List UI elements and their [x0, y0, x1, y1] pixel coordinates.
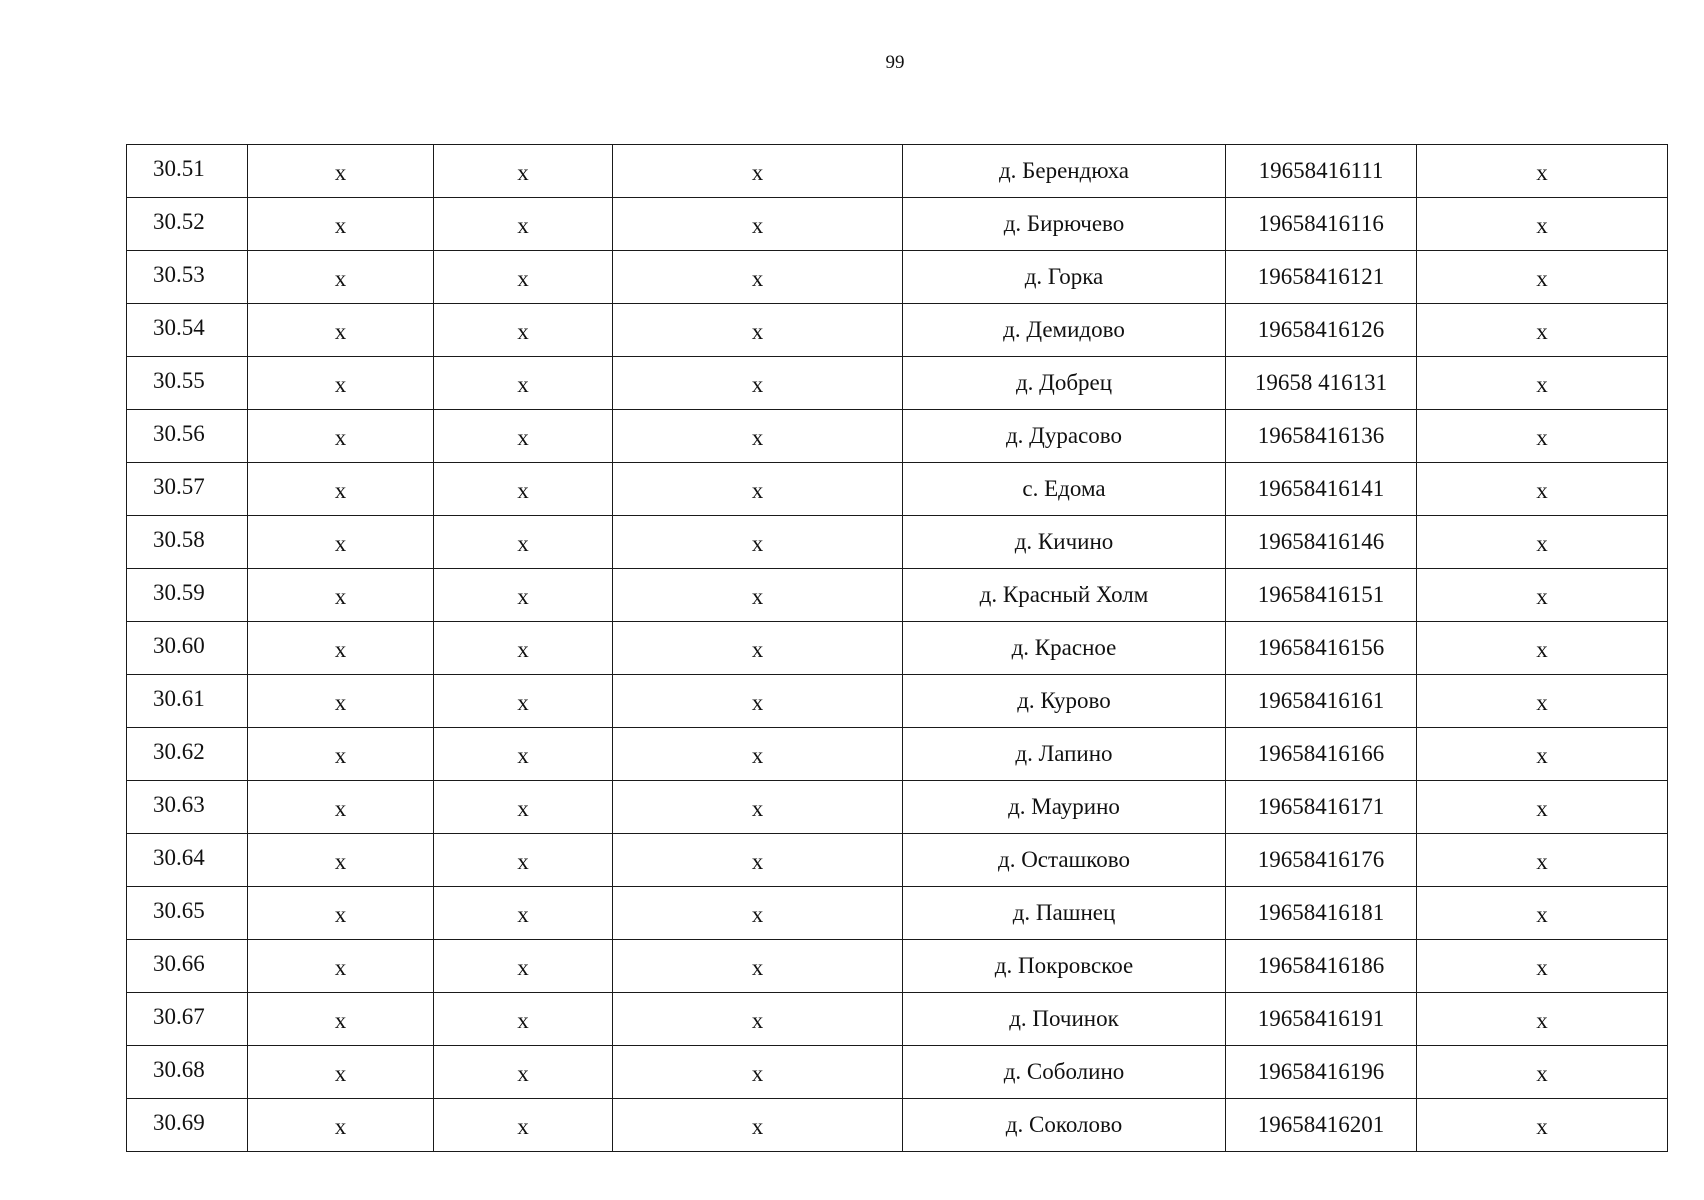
column-7-cell: x [1417, 1046, 1668, 1099]
column-7-cell: x [1417, 304, 1668, 357]
oktmo-code-cell: 19658416201 [1226, 1099, 1417, 1152]
row-number-cell: 30.64 [127, 834, 248, 887]
oktmo-code-cell: 19658416116 [1226, 198, 1417, 251]
column-3-cell: x [434, 887, 613, 940]
column-2-cell: x [248, 834, 434, 887]
column-7-cell: x [1417, 622, 1668, 675]
column-7-cell: x [1417, 198, 1668, 251]
column-3-cell: x [434, 622, 613, 675]
column-2-cell: x [248, 304, 434, 357]
row-number-cell: 30.53 [127, 251, 248, 304]
oktmo-code-cell: 19658416191 [1226, 993, 1417, 1046]
column-4-cell: x [613, 993, 903, 1046]
column-2-cell: x [248, 622, 434, 675]
column-4-cell: x [613, 463, 903, 516]
locality-name-cell: д. Пашнец [903, 887, 1226, 940]
oktmo-code-cell: 19658416176 [1226, 834, 1417, 887]
table-row [127, 251, 1668, 304]
column-7-cell: x [1417, 675, 1668, 728]
table-row [127, 1046, 1668, 1099]
locality-name-cell: д. Соболино [903, 1046, 1226, 1099]
column-7-cell: x [1417, 1099, 1668, 1152]
table-row [127, 781, 1668, 834]
oktmo-code-cell: 19658416111 [1226, 145, 1417, 198]
column-7-cell: x [1417, 569, 1668, 622]
column-4-cell: x [613, 304, 903, 357]
column-4-cell: x [613, 516, 903, 569]
column-3-cell: x [434, 728, 613, 781]
locality-name-cell: д. Берендюха [903, 145, 1226, 198]
oktmo-code-cell: 19658416161 [1226, 675, 1417, 728]
row-number-cell: 30.65 [127, 887, 248, 940]
column-3-cell: x [434, 410, 613, 463]
row-number-cell: 30.58 [127, 516, 248, 569]
page-number: 99 [885, 52, 905, 73]
oktmo-code-cell: 19658416181 [1226, 887, 1417, 940]
column-4-cell: x [613, 675, 903, 728]
table-row [127, 463, 1668, 516]
column-2-cell: x [248, 781, 434, 834]
locality-name-cell: д. Демидово [903, 304, 1226, 357]
locality-name-cell: д. Покровское [903, 940, 1226, 993]
column-3-cell: x [434, 145, 613, 198]
table-row [127, 410, 1668, 463]
oktmo-code-cell: 19658416146 [1226, 516, 1417, 569]
column-7-cell: x [1417, 516, 1668, 569]
column-7-cell: x [1417, 781, 1668, 834]
column-7-cell: x [1417, 993, 1668, 1046]
column-4-cell: x [613, 940, 903, 993]
column-2-cell: x [248, 728, 434, 781]
oktmo-code-cell: 19658416151 [1226, 569, 1417, 622]
column-4-cell: x [613, 622, 903, 675]
settlements-table [126, 144, 1668, 1152]
column-2-cell: x [248, 198, 434, 251]
column-2-cell: x [248, 1099, 434, 1152]
oktmo-code-cell: 19658416196 [1226, 1046, 1417, 1099]
row-number-cell: 30.55 [127, 357, 248, 410]
table-row [127, 728, 1668, 781]
column-4-cell: x [613, 1099, 903, 1152]
oktmo-code-cell: 19658416156 [1226, 622, 1417, 675]
row-number-cell: 30.54 [127, 304, 248, 357]
locality-name-cell: д. Маурино [903, 781, 1226, 834]
column-4-cell: x [613, 1046, 903, 1099]
locality-name-cell: д. Бирючево [903, 198, 1226, 251]
column-2-cell: x [248, 357, 434, 410]
oktmo-code-cell: 19658416121 [1226, 251, 1417, 304]
locality-name-cell: д. Починок [903, 993, 1226, 1046]
column-2-cell: x [248, 463, 434, 516]
column-4-cell: x [613, 728, 903, 781]
row-number-cell: 30.56 [127, 410, 248, 463]
locality-name-cell: д. Курово [903, 675, 1226, 728]
row-number-cell: 30.57 [127, 463, 248, 516]
oktmo-code-cell: 19658416126 [1226, 304, 1417, 357]
locality-name-cell: д. Красное [903, 622, 1226, 675]
oktmo-code-cell: 19658 416131 [1226, 357, 1417, 410]
row-number-cell: 30.60 [127, 622, 248, 675]
column-3-cell: x [434, 463, 613, 516]
column-2-cell: x [248, 993, 434, 1046]
table-row [127, 834, 1668, 887]
locality-name-cell: д. Осташково [903, 834, 1226, 887]
column-4-cell: x [613, 145, 903, 198]
row-number-cell: 30.52 [127, 198, 248, 251]
row-number-cell: 30.68 [127, 1046, 248, 1099]
column-3-cell: x [434, 781, 613, 834]
column-7-cell: x [1417, 834, 1668, 887]
column-3-cell: x [434, 993, 613, 1046]
oktmo-code-cell: 19658416136 [1226, 410, 1417, 463]
table-body [127, 145, 1668, 1152]
table-row [127, 675, 1668, 728]
column-7-cell: x [1417, 940, 1668, 993]
table-row [127, 357, 1668, 410]
column-2-cell: x [248, 251, 434, 304]
column-7-cell: x [1417, 357, 1668, 410]
oktmo-code-cell: 19658416166 [1226, 728, 1417, 781]
table-row [127, 1099, 1668, 1152]
locality-name-cell: д. Лапино [903, 728, 1226, 781]
table-row [127, 622, 1668, 675]
row-number-cell: 30.69 [127, 1099, 248, 1152]
column-4-cell: x [613, 198, 903, 251]
column-2-cell: x [248, 675, 434, 728]
column-3-cell: x [434, 251, 613, 304]
column-2-cell: x [248, 569, 434, 622]
column-7-cell: x [1417, 463, 1668, 516]
column-2-cell: x [248, 887, 434, 940]
locality-name-cell: д. Горка [903, 251, 1226, 304]
oktmo-code-cell: 19658416141 [1226, 463, 1417, 516]
table-row [127, 516, 1668, 569]
column-7-cell: x [1417, 728, 1668, 781]
column-3-cell: x [434, 834, 613, 887]
locality-name-cell: д. Соколово [903, 1099, 1226, 1152]
row-number-cell: 30.59 [127, 569, 248, 622]
column-3-cell: x [434, 569, 613, 622]
locality-name-cell: д. Красный Холм [903, 569, 1226, 622]
locality-name-cell: с. Едома [903, 463, 1226, 516]
column-4-cell: x [613, 781, 903, 834]
column-7-cell: x [1417, 410, 1668, 463]
column-3-cell: x [434, 675, 613, 728]
table-row [127, 887, 1668, 940]
column-2-cell: x [248, 1046, 434, 1099]
locality-name-cell: д. Кичино [903, 516, 1226, 569]
column-2-cell: x [248, 410, 434, 463]
table-row [127, 940, 1668, 993]
oktmo-code-cell: 19658416171 [1226, 781, 1417, 834]
row-number-cell: 30.66 [127, 940, 248, 993]
row-number-cell: 30.61 [127, 675, 248, 728]
column-3-cell: x [434, 516, 613, 569]
table-row [127, 993, 1668, 1046]
column-3-cell: x [434, 1046, 613, 1099]
column-4-cell: x [613, 357, 903, 410]
locality-name-cell: д. Дурасово [903, 410, 1226, 463]
column-2-cell: x [248, 516, 434, 569]
table-row [127, 304, 1668, 357]
column-2-cell: x [248, 145, 434, 198]
column-2-cell: x [248, 940, 434, 993]
column-3-cell: x [434, 1099, 613, 1152]
column-7-cell: x [1417, 887, 1668, 940]
column-4-cell: x [613, 887, 903, 940]
column-3-cell: x [434, 357, 613, 410]
column-4-cell: x [613, 251, 903, 304]
oktmo-code-cell: 19658416186 [1226, 940, 1417, 993]
table-row [127, 569, 1668, 622]
column-4-cell: x [613, 834, 903, 887]
column-7-cell: x [1417, 145, 1668, 198]
column-3-cell: x [434, 304, 613, 357]
row-number-cell: 30.62 [127, 728, 248, 781]
row-number-cell: 30.63 [127, 781, 248, 834]
column-7-cell: x [1417, 251, 1668, 304]
column-3-cell: x [434, 198, 613, 251]
table-row [127, 145, 1668, 198]
row-number-cell: 30.67 [127, 993, 248, 1046]
row-number-cell: 30.51 [127, 145, 248, 198]
column-4-cell: x [613, 410, 903, 463]
table-row [127, 198, 1668, 251]
column-3-cell: x [434, 940, 613, 993]
column-4-cell: x [613, 569, 903, 622]
locality-name-cell: д. Добрец [903, 357, 1226, 410]
